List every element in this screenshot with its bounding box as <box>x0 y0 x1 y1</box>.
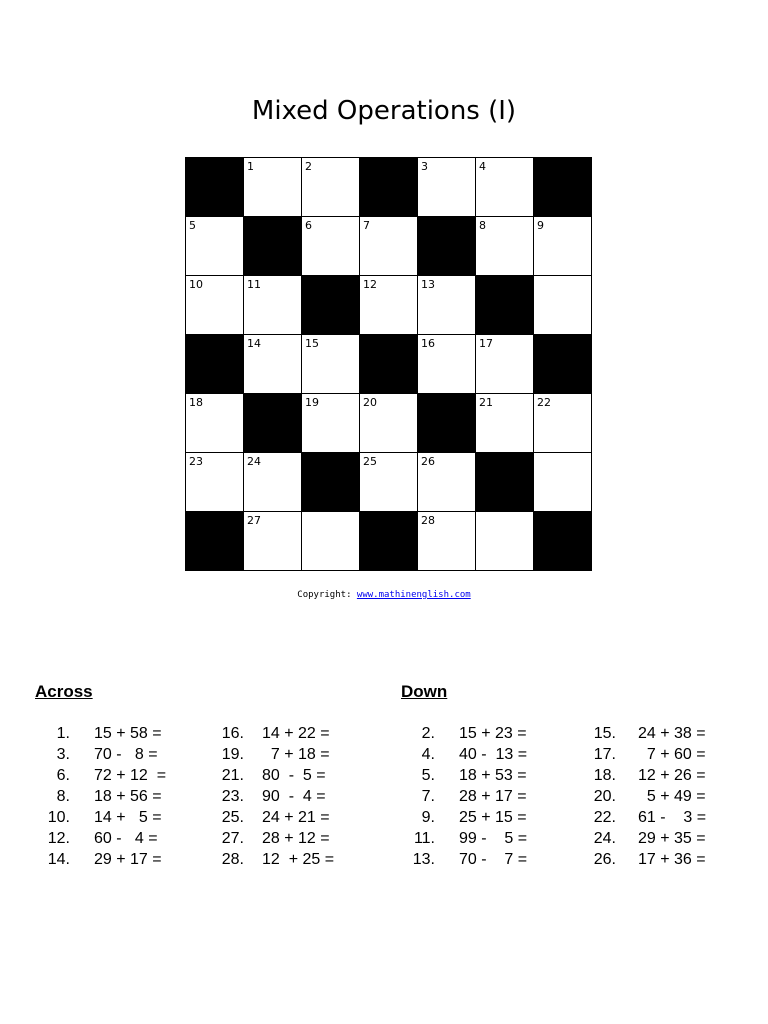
answer-square[interactable] <box>360 394 417 452</box>
answer-square[interactable] <box>360 217 417 275</box>
answer-square[interactable] <box>360 276 417 334</box>
black-square <box>360 335 417 393</box>
clue-item <box>40 828 166 849</box>
answer-square[interactable] <box>244 453 301 511</box>
clue-item <box>584 807 706 828</box>
clue-item-expression: 70 - 7 = <box>459 851 528 868</box>
black-square <box>418 217 475 275</box>
clue-item-expression: 12 + 26 = <box>638 767 706 784</box>
black-square <box>186 158 243 216</box>
answer-square[interactable] <box>476 394 533 452</box>
across-clues-column-2 <box>212 723 334 870</box>
clue-item-expression: 14 + 22 = <box>262 725 330 742</box>
clue-number: 13 <box>421 278 435 291</box>
across-clues-column-1 <box>40 723 166 870</box>
clue-item-number: 22. <box>593 809 616 826</box>
clue-item-expression: 90 - 4 = <box>262 788 326 805</box>
clue-number: 25 <box>363 455 377 468</box>
clue-item-number: 4. <box>421 746 435 763</box>
clue-item-number: 5. <box>421 767 435 784</box>
answer-square[interactable] <box>418 335 475 393</box>
clue-item-expression: 24 + 38 = <box>638 725 706 742</box>
clue-item <box>40 849 166 870</box>
clue-number: 15 <box>305 337 319 350</box>
clue-item <box>40 723 166 744</box>
clue-item-number: 21. <box>221 767 244 784</box>
answer-square[interactable] <box>186 453 243 511</box>
black-square <box>186 512 243 570</box>
clue-number: 8 <box>479 219 486 232</box>
clue-number: 14 <box>247 337 261 350</box>
clue-item-expression: 18 + 56 = <box>94 788 162 805</box>
clue-item <box>405 786 527 807</box>
clue-item <box>405 807 527 828</box>
clue-number: 3 <box>421 160 428 173</box>
clue-item-expression: 17 + 36 = <box>638 851 706 868</box>
clue-item <box>212 849 334 870</box>
clue-item-expression: 99 - 5 = <box>459 830 528 847</box>
clue-item-expression: 15 + 58 = <box>94 725 162 742</box>
clue-item <box>584 723 706 744</box>
clue-item-number: 16. <box>221 725 244 742</box>
black-square <box>534 158 591 216</box>
clue-item <box>584 786 706 807</box>
clue-item-number: 19. <box>221 746 244 763</box>
answer-square[interactable] <box>186 276 243 334</box>
answer-square[interactable] <box>418 512 475 570</box>
answer-square[interactable] <box>244 335 301 393</box>
black-square <box>534 335 591 393</box>
clue-number: 22 <box>537 396 551 409</box>
clue-item-number: 23. <box>221 788 244 805</box>
copyright-link[interactable]: www.mathinenglish.com <box>356 590 471 600</box>
clue-number: 18 <box>189 396 203 409</box>
answer-square[interactable] <box>476 217 533 275</box>
answer-square[interactable] <box>534 217 591 275</box>
copyright-label: Copyright: <box>297 590 357 600</box>
clue-item-number: 8. <box>56 788 70 805</box>
clue-number: 7 <box>363 219 370 232</box>
clue-number: 21 <box>479 396 493 409</box>
clue-item-number: 10. <box>47 809 70 826</box>
clue-item-number: 11. <box>413 830 435 847</box>
clue-item <box>212 786 334 807</box>
clue-item <box>40 744 166 765</box>
clue-item <box>584 849 706 870</box>
answer-square[interactable] <box>476 512 533 570</box>
clue-item-expression: 7 + 60 = <box>638 746 706 763</box>
answer-square[interactable] <box>244 512 301 570</box>
clue-number: 10 <box>189 278 203 291</box>
answer-square[interactable] <box>302 158 359 216</box>
black-square <box>302 276 359 334</box>
black-square <box>476 276 533 334</box>
answer-square[interactable] <box>534 276 591 334</box>
down-heading: Down <box>401 682 448 701</box>
clue-number: 1 <box>247 160 254 173</box>
clue-number: 5 <box>189 219 196 232</box>
clue-number: 17 <box>479 337 493 350</box>
clue-item <box>40 807 166 828</box>
answer-square[interactable] <box>534 453 591 511</box>
clue-item-number: 25. <box>221 809 244 826</box>
clue-item-expression: 70 - 8 = <box>94 746 158 763</box>
answer-square[interactable] <box>302 335 359 393</box>
answer-square[interactable] <box>418 158 475 216</box>
clue-item-expression: 60 - 4 = <box>94 830 158 847</box>
black-square <box>418 394 475 452</box>
clue-number: 28 <box>421 514 435 527</box>
clue-number: 6 <box>305 219 312 232</box>
answer-square[interactable] <box>302 394 359 452</box>
black-square <box>534 512 591 570</box>
black-square <box>244 394 301 452</box>
clue-number: 20 <box>363 396 377 409</box>
clue-item-number: 17. <box>593 746 616 763</box>
clue-item-expression: 24 + 21 = <box>262 809 330 826</box>
black-square <box>360 512 417 570</box>
clue-item-expression: 7 + 18 = <box>262 746 330 763</box>
clue-number: 11 <box>247 278 261 291</box>
clue-item-expression: 28 + 17 = <box>459 788 527 805</box>
clue-item <box>584 744 706 765</box>
answer-square[interactable] <box>476 335 533 393</box>
clue-item <box>405 765 527 786</box>
clue-item <box>584 765 706 786</box>
clue-item-expression: 25 + 15 = <box>459 809 527 826</box>
clue-item-number: 12. <box>47 830 70 847</box>
answer-square[interactable] <box>418 276 475 334</box>
clue-item-number: 9. <box>421 809 435 826</box>
clue-item <box>405 828 527 849</box>
answer-square[interactable] <box>302 512 359 570</box>
black-square <box>186 335 243 393</box>
across-heading: Across <box>35 682 93 701</box>
clue-item-number: 3. <box>56 746 70 763</box>
clue-number: 24 <box>247 455 261 468</box>
clue-item-expression: 28 + 12 = <box>262 830 330 847</box>
clue-number: 2 <box>305 160 312 173</box>
clue-item-expression: 72 + 12 = <box>94 767 167 784</box>
clue-item-number: 6. <box>56 767 70 784</box>
clue-number: 23 <box>189 455 203 468</box>
answer-square[interactable] <box>186 217 243 275</box>
clue-item-expression: 40 - 13 = <box>459 746 528 763</box>
clue-item-number: 20. <box>593 788 616 805</box>
clue-number: 12 <box>363 278 377 291</box>
answer-square[interactable] <box>534 394 591 452</box>
clue-item-number: 2. <box>421 725 435 742</box>
clue-item <box>405 849 527 870</box>
clue-number: 26 <box>421 455 435 468</box>
clue-item <box>584 828 706 849</box>
clue-number: 9 <box>537 219 544 232</box>
crossword-grid <box>185 157 592 571</box>
down-clues-column-1 <box>405 723 527 870</box>
answer-square[interactable] <box>244 276 301 334</box>
black-square <box>244 217 301 275</box>
clue-item-number: 14. <box>47 851 70 868</box>
clue-number: 27 <box>247 514 261 527</box>
clue-item <box>212 807 334 828</box>
clue-item <box>40 765 166 786</box>
black-square <box>360 158 417 216</box>
clue-number: 4 <box>479 160 486 173</box>
clue-item-number: 15. <box>593 725 616 742</box>
clue-item-number: 27. <box>221 830 244 847</box>
answer-square[interactable] <box>186 394 243 452</box>
clue-item <box>405 723 527 744</box>
clue-number: 19 <box>305 396 319 409</box>
clue-item <box>40 786 166 807</box>
clue-item-number: 18. <box>593 767 616 784</box>
clue-item-number: 24. <box>593 830 616 847</box>
clue-item-number: 1. <box>56 725 70 742</box>
clue-item-expression: 5 + 49 = <box>638 788 706 805</box>
clue-item-expression: 29 + 35 = <box>638 830 706 847</box>
copyright-line <box>0 590 768 600</box>
clue-item-expression: 18 + 53 = <box>459 767 527 784</box>
clue-item <box>212 723 334 744</box>
clue-item-expression: 29 + 17 = <box>94 851 162 868</box>
answer-square[interactable] <box>476 158 533 216</box>
answer-square[interactable] <box>360 453 417 511</box>
clue-item <box>212 765 334 786</box>
clue-item-number: 7. <box>421 788 435 805</box>
page-title: Mixed Operations (I) <box>251 96 517 126</box>
clue-item <box>405 744 527 765</box>
clue-item-expression: 14 + 5 = <box>94 809 162 826</box>
clue-item-expression: 61 - 3 = <box>638 809 707 826</box>
clue-item-number: 13. <box>412 851 435 868</box>
down-clues-column-2 <box>584 723 706 870</box>
answer-square[interactable] <box>418 453 475 511</box>
black-square <box>302 453 359 511</box>
clue-item <box>212 828 334 849</box>
answer-square[interactable] <box>302 217 359 275</box>
clue-item <box>212 744 334 765</box>
clue-item-expression: 12 + 25 = <box>262 851 335 868</box>
answer-square[interactable] <box>244 158 301 216</box>
clue-item-expression: 15 + 23 = <box>459 725 527 742</box>
clue-item-number: 28. <box>221 851 244 868</box>
black-square <box>476 453 533 511</box>
clue-item-expression: 80 - 5 = <box>262 767 326 784</box>
clue-number: 16 <box>421 337 435 350</box>
clue-item-number: 26. <box>593 851 616 868</box>
